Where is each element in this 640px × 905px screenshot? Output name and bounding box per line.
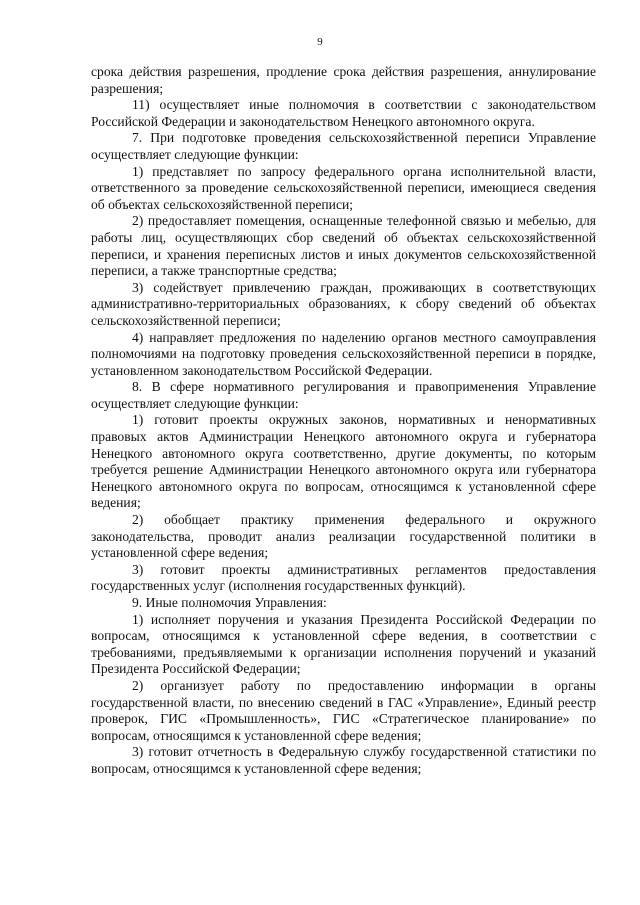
- paragraph: 3) готовит отчетность в Федеральную службу государственной статистики по вопросам, относящимся к установленной сфере ведения;: [91, 744, 596, 776]
- paragraph: 2) предоставляет помещения, оснащенные телефонной связью и мебелью, для работы лиц, осуществляющих сбор сведений об объектах сельскохозяйственной переписи, и хранения переписных листов и иных документов сельскохозяйственной переписи, а также транспортные средства;: [91, 213, 596, 279]
- paragraph: 2) организует работу по предоставлению информации в органы государственной власти, по внесению сведений в ГАС «Управление», Единый реестр проверок, ГИС «Промышленность», ГИС «Стратегическое планирование» по вопросам, относящимся к установленной сфере ведения;: [91, 677, 596, 743]
- paragraph: срока действия разрешения, продление срока действия разрешения, аннулирование разрешения;: [91, 64, 596, 96]
- paragraph: 3) содействует привлечению граждан, проживающих в соответствующих административно-территориальных образованиях, к сбору сведений об объектах сельскохозяйственной переписи;: [91, 279, 596, 328]
- paragraph: 7. При подготовке проведения сельскохозяйственной переписи Управление осуществляет следующие функции:: [91, 130, 596, 162]
- page-number: 9: [317, 36, 323, 48]
- paragraph: 1) представляет по запросу федерального органа исполнительной власти, ответственного за проведение сельскохозяйственной переписи, имеющиеся сведения об объектах сельскохозяйственной переписи;: [91, 163, 596, 212]
- paragraph: 9. Иные полномочия Управления:: [132, 595, 327, 610]
- paragraph: 4) направляет предложения по наделению органов местного самоуправления полномочиями на подготовку проведения сельскохозяйственной переписи в порядке, установленном законодательством Российской Федерации.: [91, 329, 596, 378]
- paragraph: 1) готовит проекты окружных законов, нормативных и ненормативных правовых актов Администрации Ненецкого автономного округа и губернатора Ненецкого автономного округа соответственно, другие документы, по которым требуется решение Администрации Ненецкого автономного округа или губернатора Ненецкого автономного округа по вопросам, относящимся к установленной сфере ведения;: [91, 412, 596, 511]
- paragraph: 8. В сфере нормативного регулирования и правоприменения Управление осуществляет следующие функции:: [91, 379, 596, 411]
- paragraph: 2) обобщает практику применения федерального и окружного законодательства, проводит анализ реализации государственной политики в установленной сфере ведения;: [91, 512, 596, 561]
- paragraph: 1) исполняет поручения и указания Президента Российской Федерации по вопросам, относящимся к установленной сфере ведения, в соответствии с требованиями, предъявляемыми к организации исполнения поручений и указаний Президента Российской Федерации;: [91, 611, 596, 677]
- paragraph: 3) готовит проекты административных регламентов предоставления государственных услуг (исполнения государственных функций).: [91, 561, 596, 594]
- document-body: [91, 64, 596, 778]
- paragraph: 11) осуществляет иные полномочия в соответствии с законодательством Российской Федерации и законодательством Ненецкого автономного округа.: [91, 97, 596, 129]
